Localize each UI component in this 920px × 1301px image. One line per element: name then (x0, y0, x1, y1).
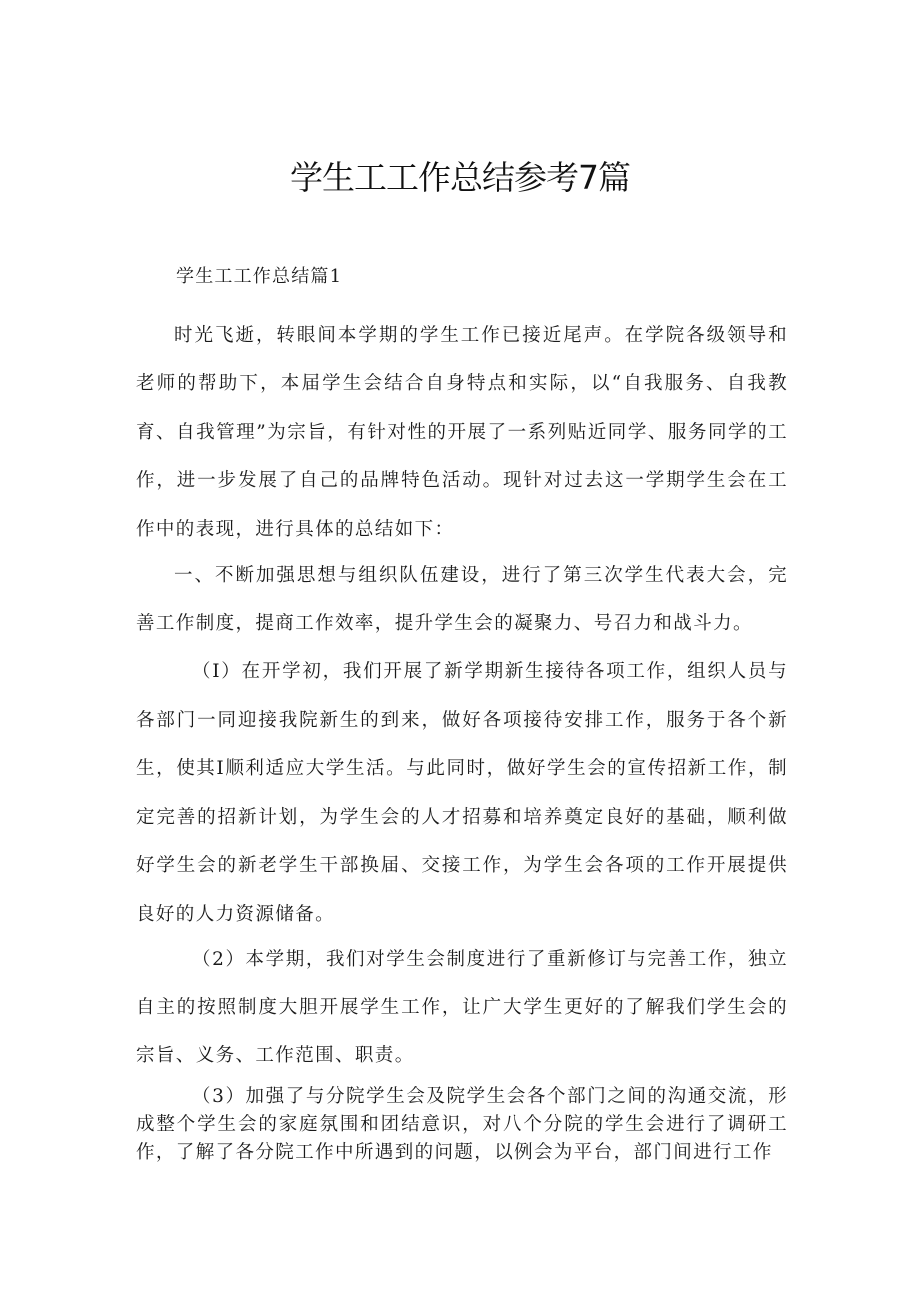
paragraph-item-2: （2）本学期，我们对学生会制度进行了重新修订与完善工作，独立自主的按照制度大胆开展学生工作，让广大学生更好的了解我们学生会的宗旨、义务、工作范围、职责。 (136, 949, 788, 1066)
paragraph-intro: 时光飞逝，转眼间本学期的学生工作已接近尾声。在学院各级领导和老师的帮助下，本届学生会结合自身特点和实际，以“自我服务、自我教育、自我管理”为宗旨，有针对性的开展了一系列贴近同学、服务同学的工作，进一步发展了自己的品牌特色活动。现针对过去这一学期学生会在工作中的表现，进行具体的总结如下： (136, 325, 788, 540)
paragraph-point-one: 一、不断加强思想与组织队伍建设，进行了第三次学生代表大会，完善工作制度，提商工作效率，提升学生会的凝聚力、号召力和战斗力。 (136, 565, 788, 634)
section-heading: 学生工工作总结篇1 (176, 266, 343, 287)
paragraph-item-3: （3）加强了与分院学生会及院学生会各个部门之间的沟通交流，形成整个学生会的家庭氛围和团结意识，对八个分院的学生会进行了调研工作，了解了各分院工作中所遇到的问题，以例会为平台，部门间进行工作 (136, 1086, 788, 1163)
document-title: 学生工工作总结参考7篇 (290, 158, 630, 197)
paragraph-item-1: （I）在开学初，我们开展了新学期新生接待各项工作，组织人员与各部门一同迎接我院新生的到来，做好各项接待安排工作，服务于各个新生，使其I顺利适应大学生活。与此同时，做好学生会的宣传招新工作，制定完善的招新计划，为学生会的人才招募和培养奠定良好的基础，顺利做好学生会的新老学生干部换届、交接工作，为学生会各项的工作开展提供良好的人力资源储备。 (136, 661, 788, 925)
